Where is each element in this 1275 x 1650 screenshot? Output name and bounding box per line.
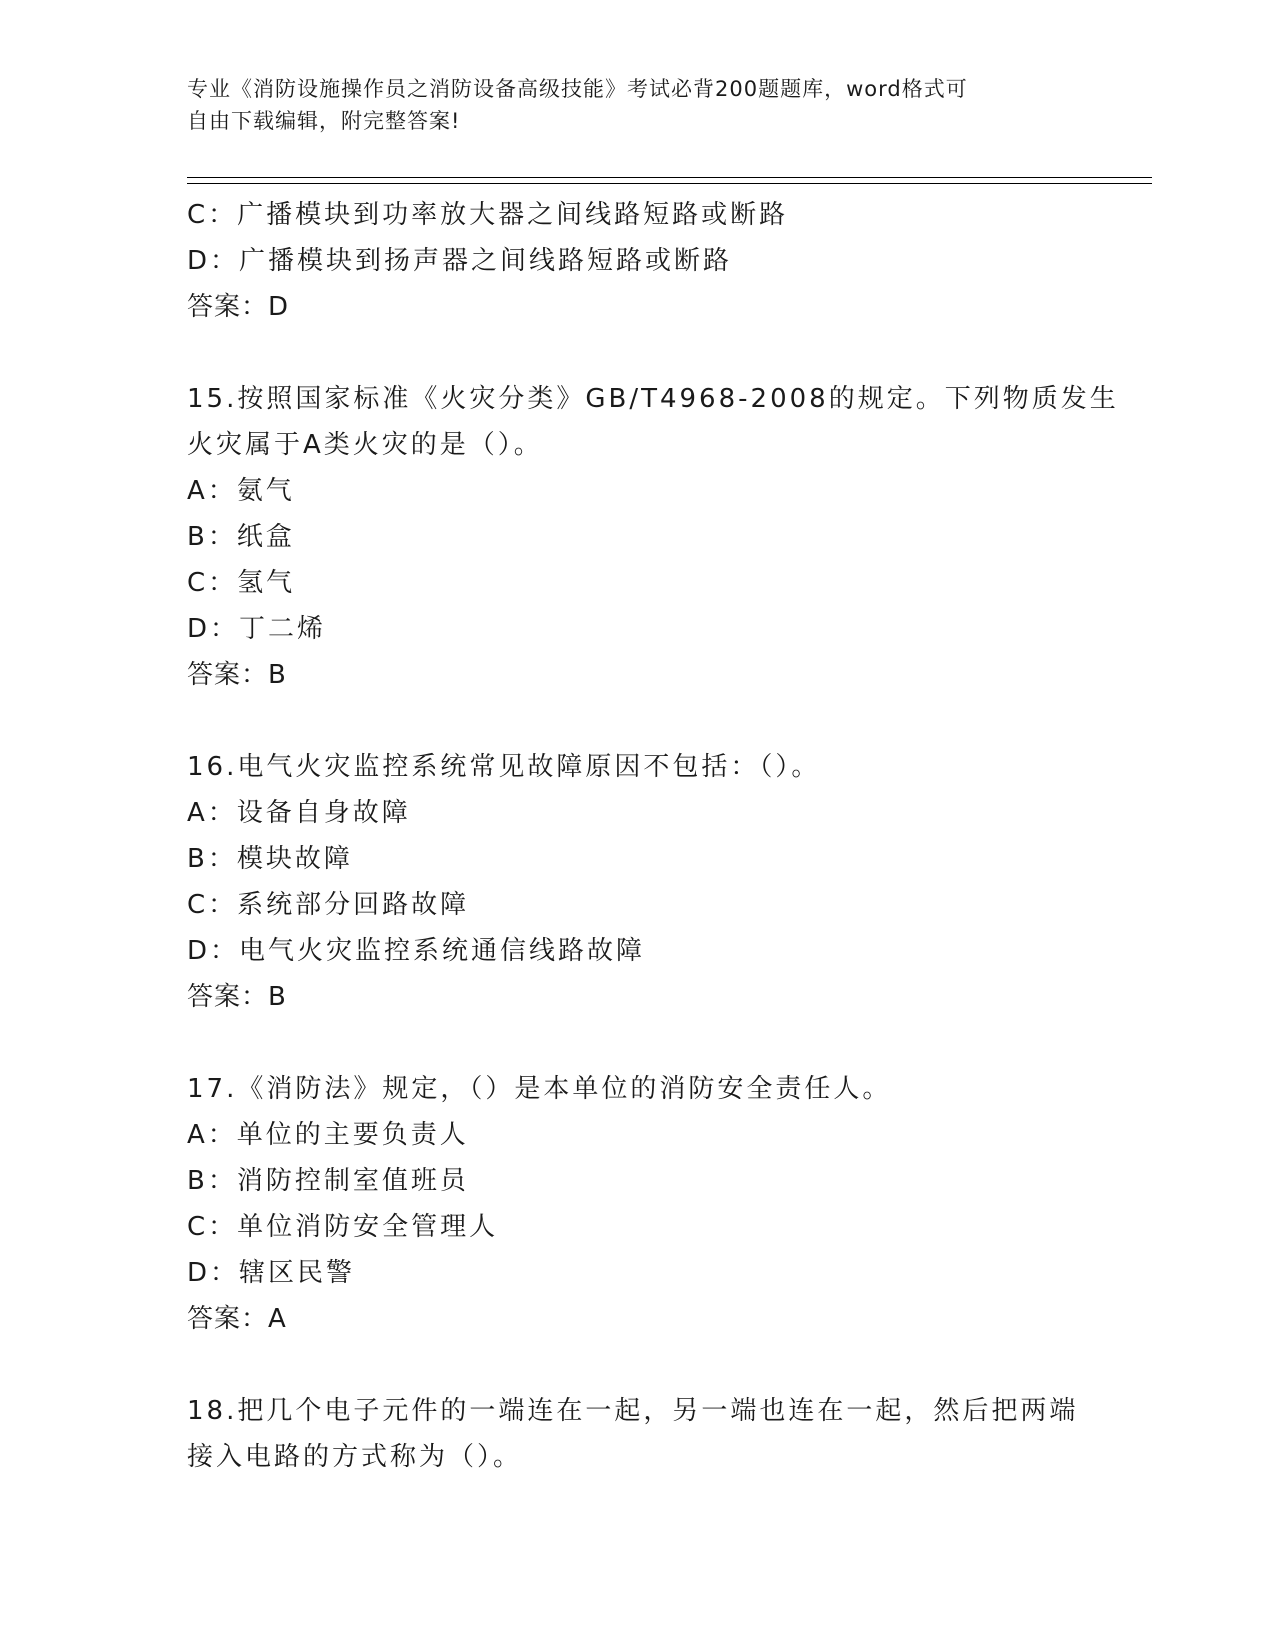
question-list	[187, 192, 1119, 1480]
document-header	[187, 73, 1067, 137]
question-stem-continued: 火灾属于A类火灾的是（）。	[187, 430, 543, 460]
answer-line: 答案：B	[187, 982, 287, 1012]
header-title-line-2: 自由下载编辑，附完整答案!	[187, 109, 461, 133]
option-c: C：广播模块到功率放大器之间线路短路或断路	[187, 200, 789, 230]
question-stem: 16.电气火灾监控系统常见故障原因不包括：（）。	[187, 752, 821, 782]
spacer	[187, 1342, 1087, 1388]
question-14	[187, 192, 1087, 330]
answer-line: 答案：A	[187, 1304, 287, 1334]
header-title-line-1: 专业《消防设施操作员之消防设备高级技能》考试必背200题题库，word格式可	[187, 77, 968, 101]
spacer	[187, 330, 1087, 376]
question-15	[187, 376, 1119, 698]
question-stem-continued: 接入电路的方式称为（）。	[187, 1442, 523, 1472]
question-17	[187, 1066, 1087, 1342]
header-divider-bottom	[187, 183, 1152, 184]
option-d: D：丁二烯	[187, 614, 327, 644]
option-c: C：氢气	[187, 568, 296, 598]
option-c: C：单位消防安全管理人	[187, 1212, 499, 1242]
spacer	[187, 1020, 1087, 1066]
spacer	[187, 698, 1087, 744]
option-d: D：广播模块到扬声器之间线路短路或断路	[187, 246, 733, 276]
answer-line: 答案：B	[187, 660, 287, 690]
question-stem: 17.《消防法》规定，（）是本单位的消防安全责任人。	[187, 1074, 892, 1104]
header-divider-top	[187, 177, 1152, 178]
question-stem: 15.按照国家标准《火灾分类》GB/T4968-2008的规定。下列物质发生	[187, 384, 1119, 414]
option-c: C：系统部分回路故障	[187, 890, 470, 920]
question-18	[187, 1388, 1087, 1480]
option-b: B：纸盒	[187, 522, 295, 552]
option-a: A：氨气	[187, 476, 295, 506]
option-b: B：模块故障	[187, 844, 353, 874]
answer-line: 答案：D	[187, 292, 290, 322]
question-stem: 18.把几个电子元件的一端连在一起，另一端也连在一起，然后把两端	[187, 1396, 1079, 1426]
option-d: D：电气火灾监控系统通信线路故障	[187, 936, 646, 966]
option-b: B：消防控制室值班员	[187, 1166, 469, 1196]
option-a: A：设备自身故障	[187, 798, 411, 828]
option-d: D：辖区民警	[187, 1258, 356, 1288]
question-16	[187, 744, 1087, 1020]
option-a: A：单位的主要负责人	[187, 1120, 469, 1150]
